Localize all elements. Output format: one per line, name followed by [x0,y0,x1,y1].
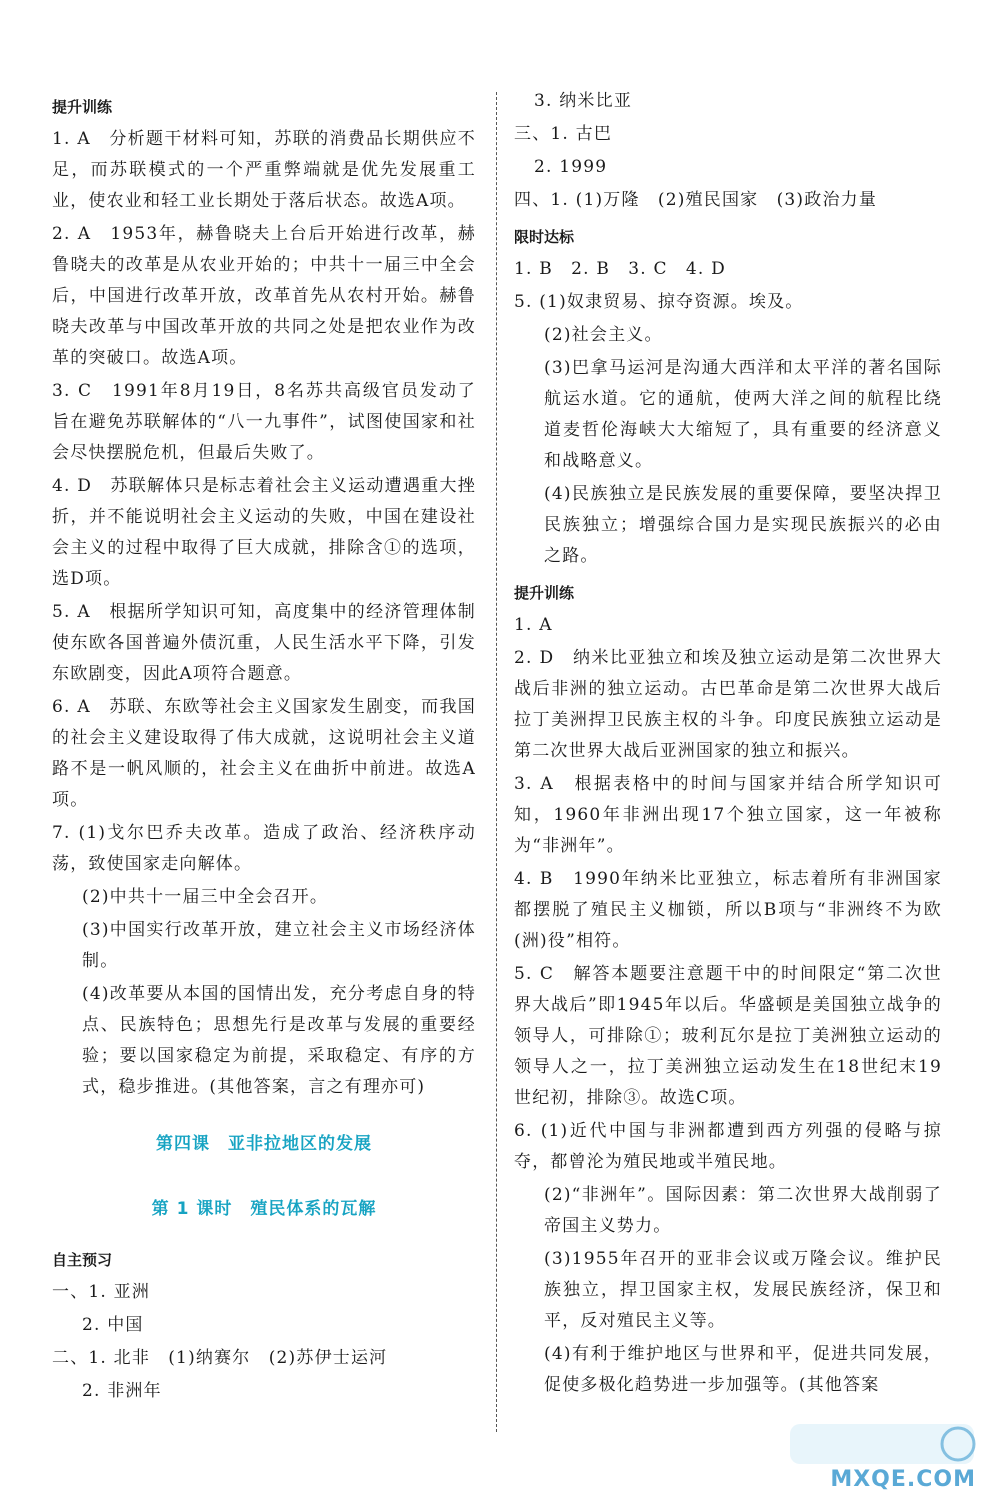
section-heading-timed: 限时达标 [514,228,575,246]
answer-item-7-part-2: (2)中共十一届三中全会召开。 [82,887,329,907]
preview-line-7: 2. 1999 [534,157,608,177]
right-column [514,86,942,1401]
section-heading-practice: 提升训练 [52,98,113,116]
preview-line-4: 2. 非洲年 [82,1381,162,1401]
answer-item-3: 3. C 1991年8月19日，8名苏共高级官员发动了旨在避免苏联解体的“八一九事件”，试图使国家和社会尽快摆脱危机，但最后失败了。 [52,381,476,463]
practice-item-6-part-4: (4)有利于维护地区与世界和平，促进共同发展，促使多极化趋势进一步加强等。(其他答案 [544,1344,942,1395]
left-column [52,86,476,1407]
preview-line-2: 2. 中国 [82,1315,144,1335]
period-title [52,1194,476,1219]
preview-line-1: 一、1. 亚洲 [52,1282,151,1302]
preview-line-6: 三、1. 古巴 [514,124,613,144]
preview-line-5: 3. 纳米比亚 [534,91,633,111]
practice-item-4: 4. B 1990年纳米比亚独立，标志着所有非洲国家都摆脱了殖民主义枷锁，所以B项与“非洲终不为欧(洲)役”相符。 [514,869,942,951]
answer-item-2: 2. A 1953年，赫鲁晓夫上台后开始进行改革，赫鲁晓夫的改革是从农业开始的；中共十一届三中全会后，中国进行改革开放，改革首先从农村开始。赫鲁晓夫改革与中国改革开放的共同之处是把农业作为改革的突破口。故选A项。 [52,224,476,368]
practice-item-3: 3. A 根据表格中的时间与国家并结合所学知识可知，1960年非洲出现17个独立国家，这一年被称为“非洲年”。 [514,774,942,856]
section-heading-preview: 自主预习 [52,1251,113,1269]
column-divider [496,92,497,1432]
answer-item-5: 5. A 根据所学知识可知，高度集中的经济管理体制使东欧各国普遍外债沉重，人民生活水平下降，引发东欧剧变，因此A项符合题意。 [52,602,476,684]
answer-item-4: 4. D 苏联解体只是标志着社会主义运动遭遇重大挫折，并不能说明社会主义运动的失败，中国在建设社会主义的过程中取得了巨大成就，排除含①的选项，选D项。 [52,476,476,589]
practice-item-6-part-2: (2)“非洲年”。国际因素：第二次世界大战削弱了帝国主义势力。 [544,1185,942,1236]
period-label: 第 1 课时 [151,1199,233,1219]
lesson-title [52,1129,476,1154]
timed-answers: 1. B 2. B 3. C 4. D [514,259,726,279]
timed-item-5: 5. (1)奴隶贸易、掠夺资源。埃及。 [514,292,804,312]
practice-item-1: 1. A [514,615,553,635]
section-heading-practice-2: 提升训练 [514,584,575,602]
preview-line-8: 四、1. (1)万隆 (2)殖民国家 (3)政治力量 [514,190,878,210]
timed-item-5-part-2: (2)社会主义。 [544,325,663,345]
practice-item-6-part-3: (3)1955年召开的亚非会议或万隆会议。维护民族独立，捍卫国家主权，发展民族经济，保卫和平，反对殖民主义等。 [544,1249,942,1331]
timed-item-5-part-4: (4)民族独立是民族发展的重要保障，要坚决捍卫民族独立；增强综合国力是实现民族振兴的必由之路。 [544,484,942,566]
answer-item-6: 6. A 苏联、东欧等社会主义国家发生剧变，而我国的社会主义建设取得了伟大成就，这说明社会主义道路不是一帆风顺的，社会主义在曲折中前进。故选A项。 [52,697,476,810]
timed-item-5-part-3: (3)巴拿马运河是沟通大西洋和太平洋的著名国际航运水道。它的通航，使两大洋之间的航程比绕道麦哲伦海峡大大缩短了，具有重要的经济意义和战略意义。 [544,358,942,471]
answer-item-1: 1. A 分析题干材料可知，苏联的消费品长期供应不足，而苏联模式的一个严重弊端就是优先发展重工业，使农业和轻工业长期处于落后状态。故选A项。 [52,129,476,211]
lesson-name: 亚非拉地区的发展 [228,1134,372,1154]
answer-item-7: 7. (1)戈尔巴乔夫改革。造成了政治、经济秩序动荡，致使国家走向解体。 [52,823,476,874]
answer-item-7-part-3: (3)中国实行改革开放，建立社会主义市场经济体制。 [82,920,476,971]
answer-item-7-part-4: (4)改革要从本国的国情出发，充分考虑自身的特点、民族特色；思想先行是改革与发展的重要经验；要以国家稳定为前提，采取稳定、有序的方式，稳步推进。(其他答案，言之有理亦可) [82,984,476,1097]
watermark-text: MXQE.COM [830,1467,976,1492]
practice-item-2: 2. D 纳米比亚独立和埃及独立运动是第二次世界大战后非洲的独立运动。古巴革命是第二次世界大战后拉丁美洲捍卫民族主权的斗争。印度民族独立运动是第二次世界大战后亚洲国家的独立和振兴。 [514,648,942,761]
lesson-label: 第四课 [156,1134,210,1154]
preview-line-3: 二、1. 北非 (1)纳赛尔 (2)苏伊士运河 [52,1348,388,1368]
period-name: 殖民体系的瓦解 [250,1199,377,1219]
practice-item-6: 6. (1)近代中国与非洲都遭到西方列强的侵略与掠夺，都曾沦为殖民地或半殖民地。 [514,1121,942,1172]
practice-item-5: 5. C 解答本题要注意题干中的时间限定“第二次世界大战后”即1945年以后。华盛顿是美国独立战争的领导人，可排除①；玻利瓦尔是拉丁美洲独立运动的领导人之一，拉丁美洲独立运动发生在18世纪末19世纪初，排除③。故选C项。 [514,964,942,1108]
